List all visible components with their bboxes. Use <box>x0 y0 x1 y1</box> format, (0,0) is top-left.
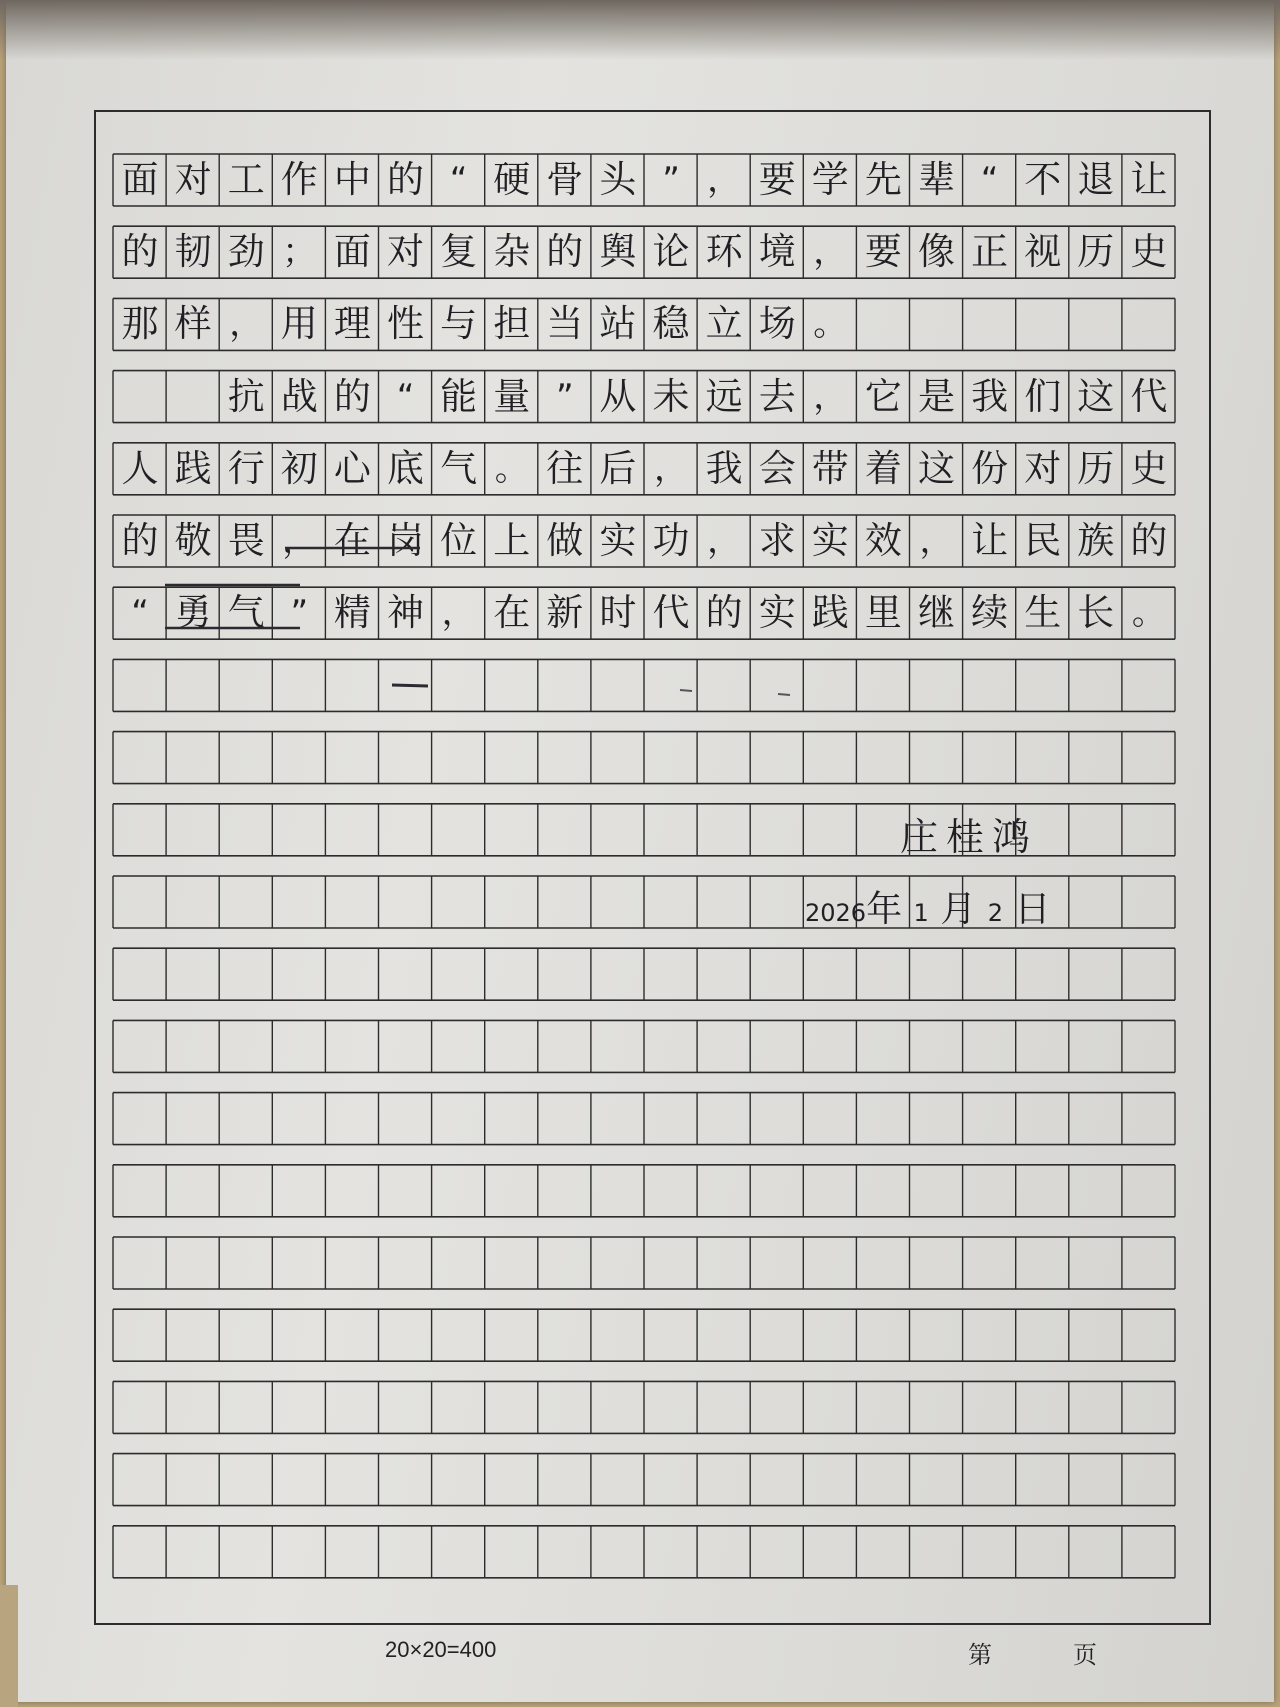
essay-char: 带 <box>811 446 849 490</box>
essay-char: 底 <box>387 446 424 490</box>
author-signature: 庄桂鸿 <box>900 815 1039 859</box>
grid-spec-label: 20×20=400 <box>385 1637 497 1662</box>
essay-char: “ <box>131 593 149 634</box>
essay-char: 后 <box>599 446 637 490</box>
essay-char: ， <box>813 232 848 273</box>
essay-char: 精 <box>333 591 371 635</box>
essay-char: ； <box>282 232 317 273</box>
essay-char: 的 <box>333 374 371 418</box>
essay-char: 要 <box>864 230 902 274</box>
essay-char: 退 <box>1077 158 1115 201</box>
essay-char: 样 <box>174 302 212 346</box>
date-day-char: 日 <box>1014 889 1051 930</box>
essay-char: ， <box>282 521 317 561</box>
essay-char: 正 <box>971 230 1009 274</box>
essay-char: 做 <box>546 519 584 562</box>
essay-char: 代 <box>1130 374 1168 418</box>
essay-char: “ <box>449 160 468 200</box>
essay-char: 劲 <box>227 230 265 274</box>
essay-char: 先 <box>864 158 902 201</box>
essay-char: 我 <box>705 446 743 490</box>
essay-char: 让 <box>971 519 1009 562</box>
date-year: 2026 <box>805 899 867 927</box>
essay-char: 们 <box>1024 374 1062 418</box>
essay-char: 畏 <box>227 519 265 562</box>
essay-char: 初 <box>280 446 318 490</box>
essay-char: 要 <box>758 158 796 201</box>
essay-char: 着 <box>864 446 902 490</box>
essay-char: 性 <box>387 302 424 346</box>
essay-char: 在 <box>493 591 531 635</box>
essay-char: 让 <box>1130 158 1168 201</box>
essay-char: ， <box>919 521 954 561</box>
essay-char: 那 <box>121 302 159 346</box>
essay-char: 这 <box>918 446 955 490</box>
essay-char: 我 <box>971 374 1009 418</box>
essay-char: 场 <box>758 302 796 346</box>
essay-char: 舆 <box>599 230 637 274</box>
essay-char: ” <box>662 160 680 200</box>
date-month: 1 <box>913 899 929 927</box>
essay-char: 面 <box>121 158 159 201</box>
essay-char: 历 <box>1077 230 1115 274</box>
essay-char: 族 <box>1077 519 1115 562</box>
essay-char: 对 <box>1024 446 1062 490</box>
essay-char: 对 <box>387 230 424 274</box>
essay-char: 站 <box>599 302 637 346</box>
essay-char: 践 <box>174 446 212 490</box>
essay-char: 续 <box>971 591 1009 635</box>
essay-char: 是 <box>918 374 955 418</box>
essay-char: 实 <box>758 591 796 635</box>
date-day: 2 <box>987 899 1004 927</box>
essay-char: 面 <box>333 230 371 274</box>
essay-char: 视 <box>1024 230 1062 274</box>
essay-char: 史 <box>1130 230 1168 274</box>
essay-char: 份 <box>971 446 1009 490</box>
essay-char: 里 <box>864 591 902 635</box>
essay-char: 继 <box>918 591 955 635</box>
essay-char: 杂 <box>493 230 531 274</box>
essay-char: 神 <box>387 591 424 635</box>
essay-char: 它 <box>864 374 902 418</box>
essay-char: 实 <box>811 519 849 562</box>
essay-char: 稳 <box>652 302 690 346</box>
essay-char: 立 <box>705 302 743 346</box>
essay-char: 辈 <box>918 158 955 201</box>
essay-char: 求 <box>758 519 796 562</box>
essay-char: 上 <box>493 519 531 562</box>
date-month-char: 月 <box>940 889 977 930</box>
essay-char: 功 <box>652 519 690 562</box>
essay-char: 中 <box>333 158 371 201</box>
essay-char: 的 <box>546 230 584 274</box>
essay-char: 硬 <box>493 158 531 201</box>
essay-char: 担 <box>493 302 531 346</box>
essay-char: 量 <box>493 374 531 418</box>
essay-char: 新 <box>546 591 584 635</box>
essay-char: 往 <box>546 446 584 490</box>
essay-char: 学 <box>811 158 849 201</box>
essay-char: 气 <box>440 446 478 490</box>
essay-char: 用 <box>280 302 318 346</box>
essay-char: 践 <box>811 591 849 635</box>
essay-char: 。 <box>1131 593 1166 634</box>
essay-char: 骨 <box>546 158 584 201</box>
essay-char: 头 <box>599 158 637 201</box>
essay-char: 敬 <box>174 519 212 562</box>
essay-char: ， <box>813 376 848 417</box>
essay-char: 去 <box>758 374 796 418</box>
essay-char: ” <box>555 376 574 417</box>
essay-char: 的 <box>121 519 159 562</box>
essay-char: 理 <box>333 302 371 346</box>
essay-char: 工 <box>227 158 265 201</box>
essay-char: 位 <box>440 519 478 562</box>
essay-char: 论 <box>652 230 690 274</box>
essay-char: 的 <box>705 591 743 635</box>
essay-char: 长 <box>1077 591 1115 635</box>
essay-char: 远 <box>705 374 743 418</box>
essay-char: 勇 <box>174 591 212 635</box>
signature-date <box>805 884 1051 936</box>
essay-char: 代 <box>652 591 690 635</box>
essay-char: 效 <box>864 519 902 562</box>
essay-char: 当 <box>546 302 584 346</box>
essay-char: 对 <box>174 158 212 201</box>
essay-char: 民 <box>1024 519 1062 562</box>
essay-char: 生 <box>1024 591 1062 635</box>
essay-char: 的 <box>121 230 159 274</box>
essay-char: 历 <box>1077 446 1115 490</box>
essay-char: 不 <box>1024 158 1062 201</box>
essay-char: 岗 <box>387 519 424 562</box>
essay-char: 复 <box>440 230 478 274</box>
essay-char: 能 <box>440 374 478 418</box>
date-year-char: 年 <box>866 889 903 930</box>
essay-char: 时 <box>599 591 637 635</box>
essay-char: 会 <box>758 446 796 490</box>
essay-char: 战 <box>280 374 318 418</box>
essay-char: 与 <box>440 302 478 346</box>
essay-char: 从 <box>599 374 637 418</box>
essay-char: ， <box>654 448 688 489</box>
essay-char: 未 <box>652 374 690 418</box>
essay-char: ， <box>707 521 742 561</box>
essay-char: 抗 <box>227 374 265 418</box>
essay-char: 韧 <box>174 230 212 274</box>
essay-char: “ <box>980 160 999 200</box>
essay-char: ” <box>290 593 309 634</box>
essay-char: 作 <box>280 158 318 201</box>
essay-char: 的 <box>1130 519 1168 562</box>
essay-char: 行 <box>227 446 265 490</box>
page-label-suffix: 页 <box>1073 1641 1097 1669</box>
essay-char: 。 <box>813 304 848 345</box>
essay-char: 环 <box>705 230 743 274</box>
essay-char: 气 <box>227 591 265 635</box>
page-label-prefix: 第 <box>968 1641 992 1669</box>
essay-char: 史 <box>1130 446 1168 490</box>
essay-char: 境 <box>758 230 796 274</box>
essay-char: “ <box>396 376 415 417</box>
essay-char: ， <box>229 304 264 345</box>
essay-char: ， <box>707 160 742 200</box>
essay-char: 像 <box>918 230 955 274</box>
essay-char: 人 <box>121 446 159 490</box>
essay-char: 。 <box>494 448 529 489</box>
essay-char: 实 <box>599 519 637 562</box>
essay-char: 这 <box>1077 374 1115 418</box>
essay-char: 在 <box>333 519 371 562</box>
essay-char: 的 <box>387 158 424 201</box>
essay-char: 心 <box>333 446 371 490</box>
essay-char: ， <box>441 593 476 634</box>
